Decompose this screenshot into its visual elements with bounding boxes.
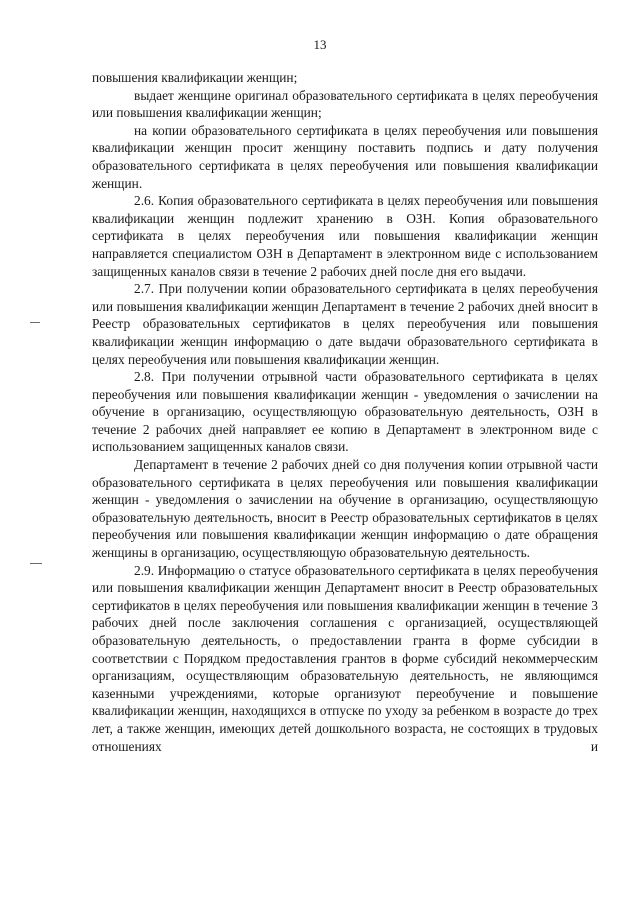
- margin-mark-1: [30, 322, 40, 323]
- margin-mark-2: [30, 563, 42, 564]
- paragraph-0: повышения квалификации женщин;: [92, 70, 298, 85]
- paragraph-7: 2.9. Информацию о статусе образовательного сертификата в целях переобучения или повышения квалификации женщин Департамент вносит в Реестр образовательных сертификатов в целях переобучения или повышения квалификации женщин в течение 3 рабочих дней после заключения соглашения с организацией, осуществляющей образовательную деятельность, о предоставлении гранта в форме субсидии в соответствии с Порядком предоставления грантов в форме субсидий некоммерческим организациям, осуществляющим образовательную деятельность, не являющимся казенными учреждениями, которые организуют переобучение и повышение квалификации женщин, находящихся в отпуске по уходу за ребенком в возрасте до трех лет, а также женщин, имеющих детей дошкольного возраста, не состоящих в трудовых отношениях и: [92, 562, 598, 754]
- paragraph-6: Департамент в течение 2 рабочих дней со дня получения копии отрывной части образовательного сертификата в целях переобучения или повышения квалификации женщин - уведомления о зачислении на обучение в организацию, осуществляющую образовательную деятельность, вносит в Реестр образовательных сертификатов в целях переобучения или повышения квалификации женщин информацию о дате обращения женщины в организацию, осуществляющую образовательную деятельность.: [92, 457, 598, 561]
- document-body: [92, 69, 598, 755]
- paragraph-1: выдает женщине оригинал образовательного сертификата в целях переобучения или повышения квалификации женщин;: [92, 87, 598, 121]
- paragraph-2: на копии образовательного сертификата в целях переобучения или повышения квалификации женщин просит женщину поставить подпись и дату получения образовательного сертификата в целях переобучения или повышения квалификации женщин.: [92, 122, 598, 191]
- paragraph-5: 2.8. При получении отрывной части образовательного сертификата в целях переобучения или повышения квалификации женщин - уведомления о зачислении на обучение в организацию, осуществляющую образовательную деятельность, ОЗН в течение 2 рабочих дней направляет ее копию в Департамент в электронном виде с использованием защищенных каналов связи.: [92, 369, 598, 455]
- paragraph-4: 2.7. При получении копии образовательного сертификата в целях переобучения или повышения квалификации женщин Департамент в течение 2 рабочих дней вносит в Реестр образовательных сертификатов в целях переобучения или повышения квалификации женщин информацию о дате выдачи образовательного сертификата в целях переобучения или повышения квалификации женщин.: [92, 281, 598, 367]
- paragraph-3: 2.6. Копия образовательного сертификата в целях переобучения или повышения квалификации женщин подлежит хранению в ОЗН. Копия образовательного сертификата в целях переобучения или повышения квалификации женщин направляется специалистом ОЗН в Департамент в электронном виде с использованием защищенных каналов связи в течение 2 рабочих дней после дня его выдачи.: [92, 193, 598, 279]
- page-number: 13: [313, 37, 327, 52]
